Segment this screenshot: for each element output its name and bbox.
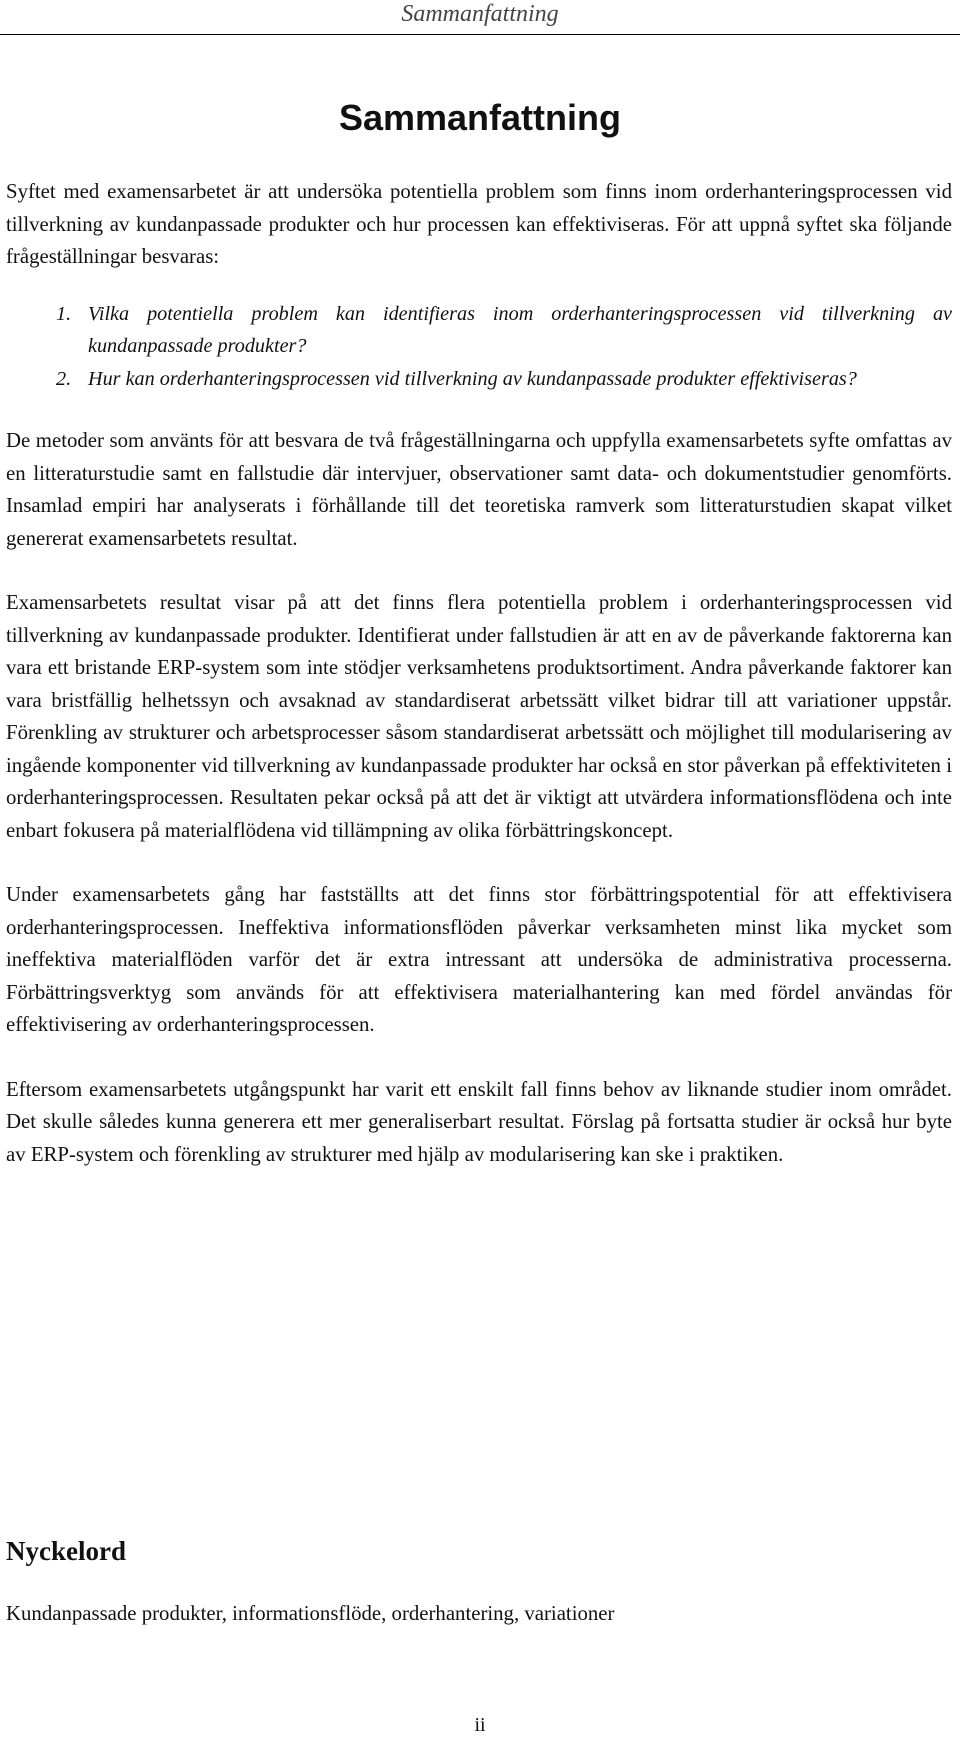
methods-paragraph: De metoder som använts för att besvara de två frågeställningarna och uppfylla examensarbetets syfte omfattas av en litteraturstudie samt en fallstudie där intervjuer, observationer samt data- och dokumentstudier genomförts. Insamlad empiri har analyserats i förhållande till det teoretiska ramverk som litteraturstudien skapat vilket genererat examensarbetets resultat. xyxy=(6,429,952,550)
running-header-title: Sammanfattning xyxy=(401,1,559,27)
list-item xyxy=(56,298,952,363)
results-paragraph: Examensarbetets resultat visar på att det finns flera potentiella problem i orderhanteringsprocessen vid tillverkning av kundanpassade produkter. Identifierat under fallstudien är att en av de påverkande faktorerna kan vara ett bristande ERP-system som inte stödjer verksamhetens produktsortiment. Andra påverkande faktorer kan vara bristfällig helhetssyn och avsaknad av standardiserat arbetssätt vilket bidrar till att variationer uppstår. Förenkling av strukturer och arbetsprocesser såsom standardiserat arbetssätt och möjlighet till modularisering av ingående komponenter vid tillverkning av kundanpassade produkter har också en stor påverkan på effektiviteten i orderhanteringsprocessen. Resultaten pekar också på att det är viktigt att utvärdera informationsflödena och inte enbart fokusera på materialflödena vid tillämpning av olika förbättringskoncept. xyxy=(6,591,952,842)
research-questions-list xyxy=(6,298,952,396)
list-item xyxy=(56,363,952,396)
running-header xyxy=(0,0,960,35)
intro-paragraph: Syftet med examensarbetet är att undersöka potentiella problem som finns inom orderhanteringsprocessen vid tillverkning av kundanpassade produkter och hur processen kan effektiviseras. För att uppnå syftet ska följande frågeställningar besvaras: xyxy=(6,180,952,268)
list-item-number: 1. xyxy=(56,302,72,325)
list-item-text: Hur kan orderhanteringsprocessen vid tillverkning av kundanpassade produkter effektiviseras? xyxy=(88,367,857,390)
improvement-paragraph: Under examensarbetets gång har fastställts att det finns stor förbättringspotential för att effektivisera orderhanteringsprocessen. Ineffektiva informationsflöden påverkar verksamheten minst lika mycket som ineffektiva materialflöden varför det är extra intressant att undersöka de administrativa processerna. Förbättringsverktyg som används för att effektivisera materialhantering kan med fördel användas för effektivisering av orderhanteringsprocessen. xyxy=(6,883,952,1036)
list-item-number: 2. xyxy=(56,367,72,390)
future-studies-paragraph: Eftersom examensarbetets utgångspunkt har varit ett enskilt fall finns behov av liknande studier inom området. Det skulle således kunna generera ett mer generaliserbart resultat. Förslag på fortsatta studier är också hur byte av ERP-system och förenkling av strukturer med hjälp av modularisering kan ske i praktiken. xyxy=(6,1077,952,1166)
page-title: Sammanfattning xyxy=(338,97,622,138)
summary-body xyxy=(6,176,952,1171)
keywords-text: Kundanpassade produkter, informationsflöde, orderhantering, variationer xyxy=(6,1602,615,1625)
page-number: ii xyxy=(474,1714,486,1736)
list-item-text: Vilka potentiella problem kan identifieras inom orderhanteringsprocessen vid tillverkning av kundanpassade produkter? xyxy=(88,302,952,357)
keywords-heading: Nyckelord xyxy=(6,1536,126,1566)
